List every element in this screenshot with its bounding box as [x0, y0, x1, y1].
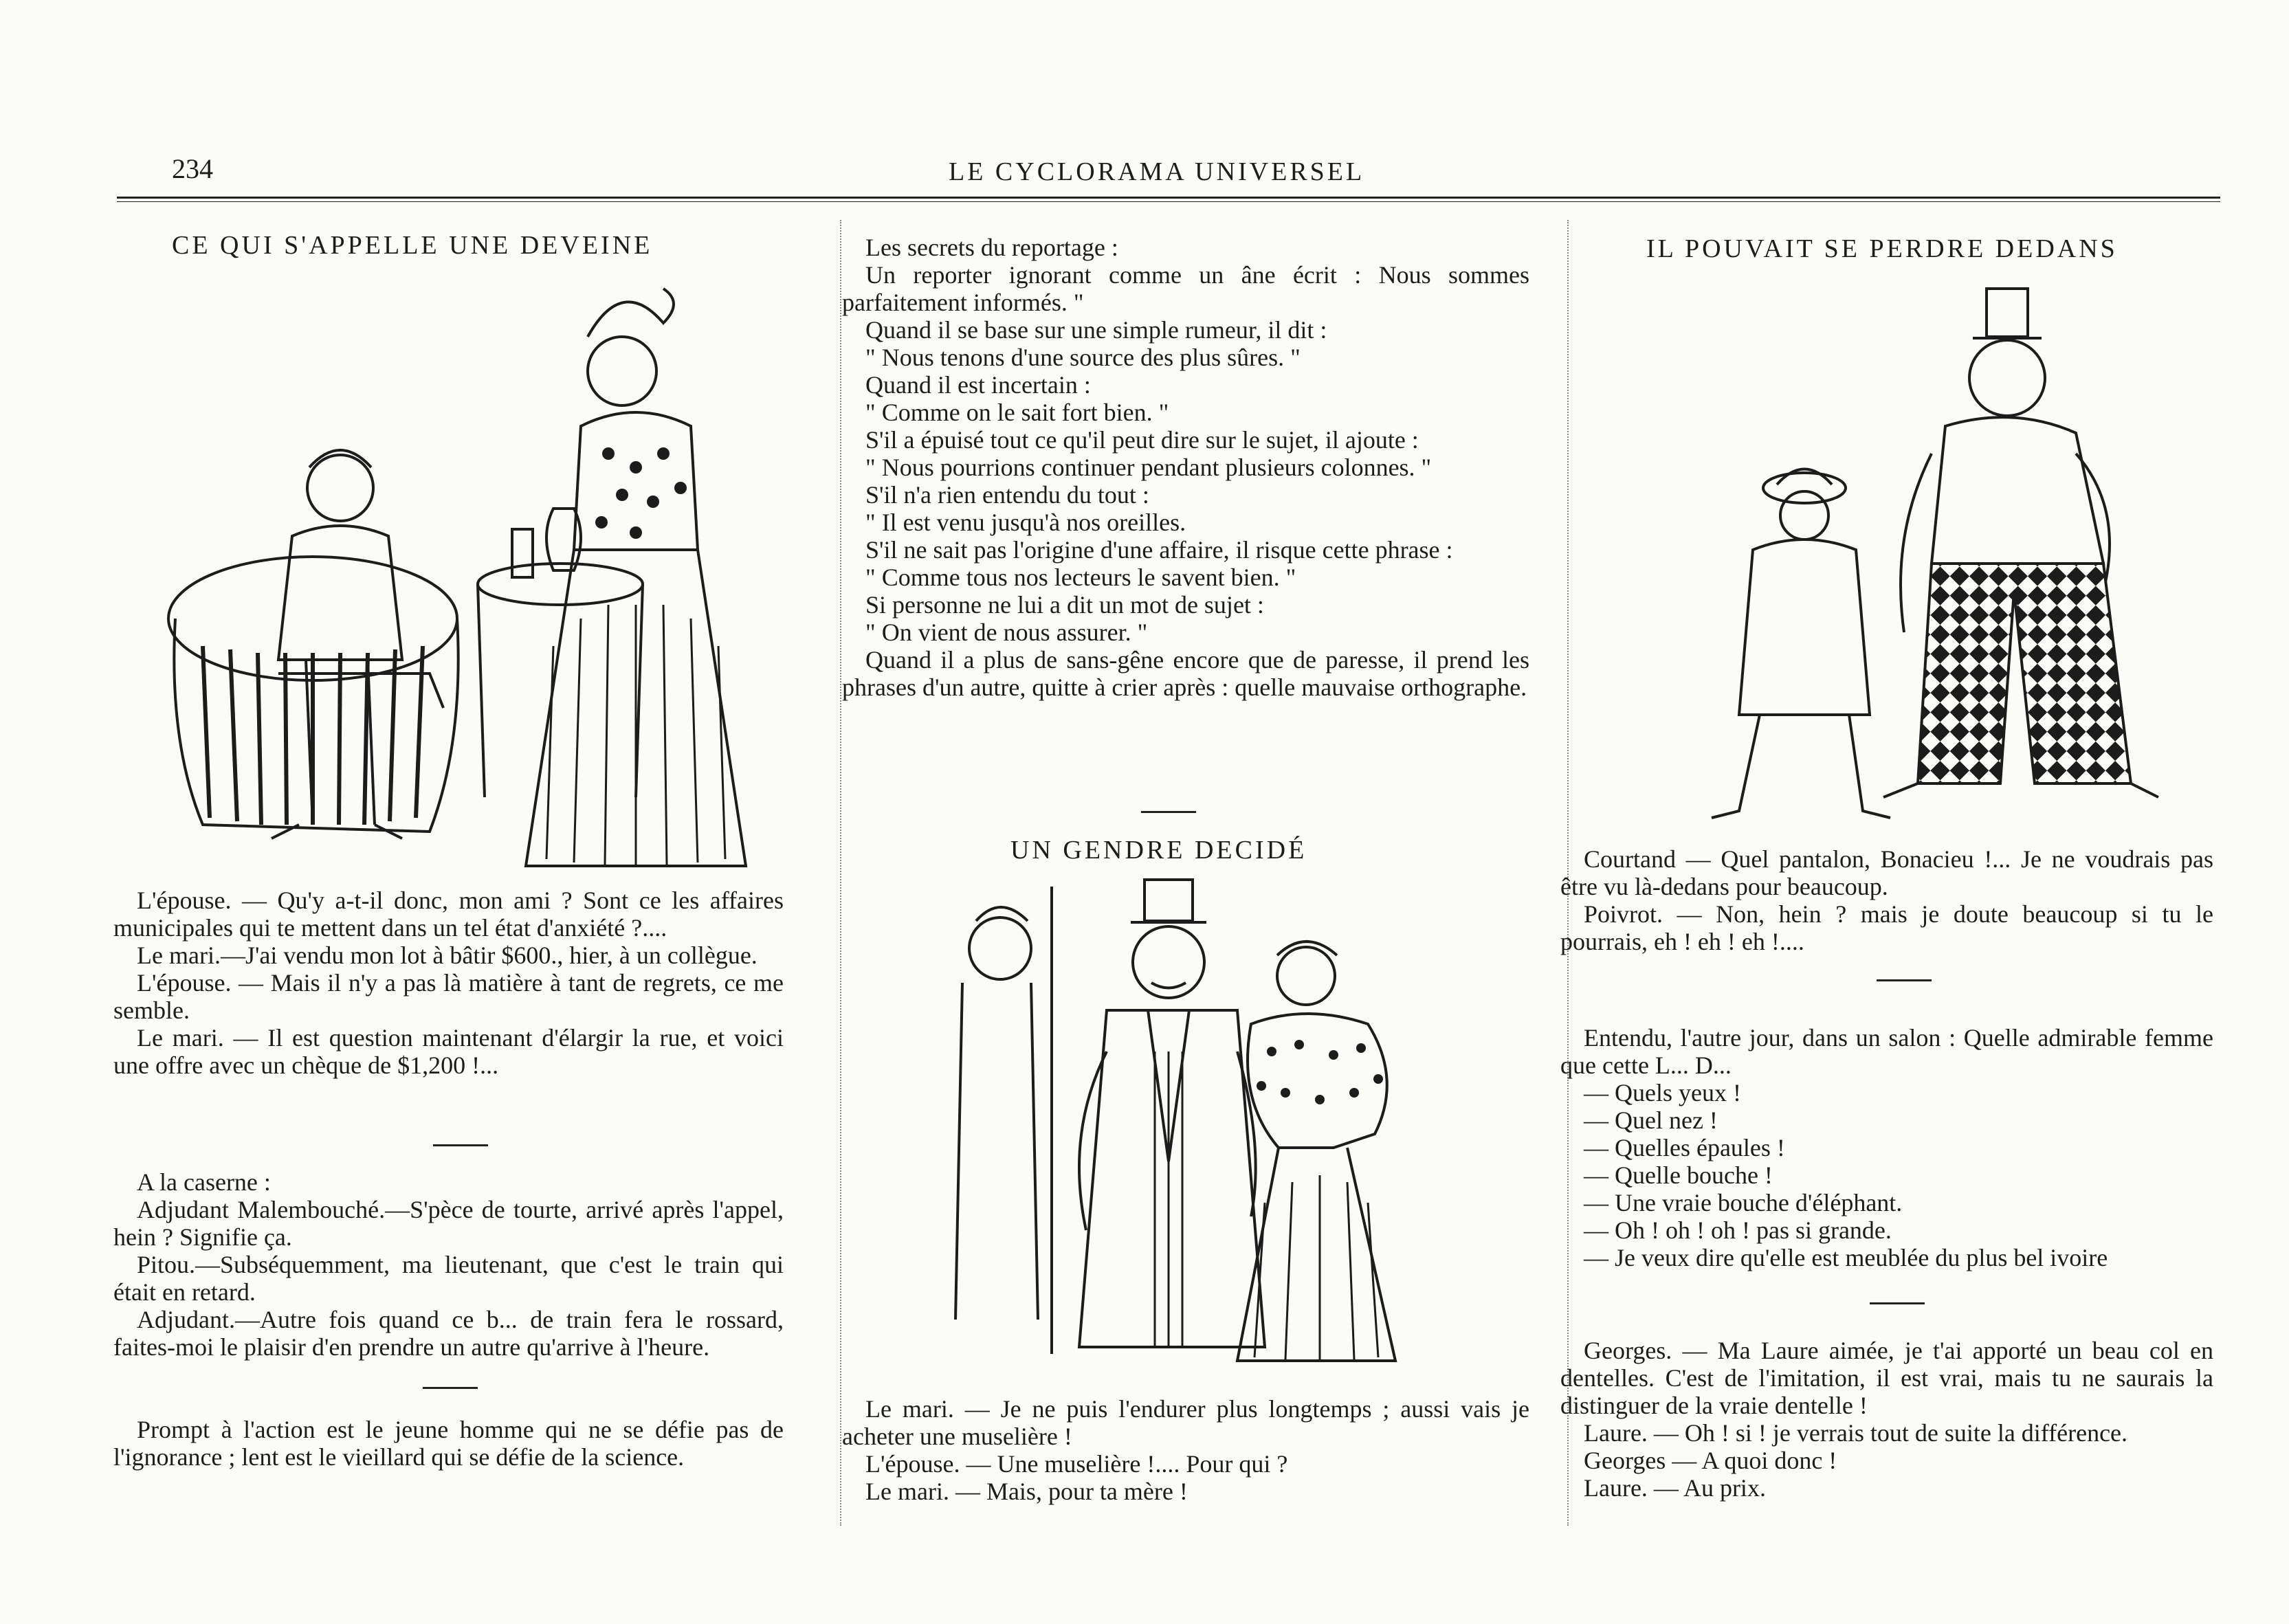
caserne-block	[113, 1168, 784, 1361]
right-section-title: IL POUVAIT SE PERDRE DEDANS	[1646, 234, 2118, 263]
middle-section-title: UN GENDRE DECIDÉ	[1010, 836, 1307, 865]
reportage-line: S'il ne sait pas l'origine d'une affaire, il risque cette phrase :	[865, 536, 1453, 564]
dialogue-line: Le mari. — Je ne puis l'endurer plus longtemps ; aussi vais je acheter une muselière !	[842, 1395, 1529, 1450]
dialogue-line: Courtand — Quel pantalon, Bonacieu !... Je ne voudrais pas être vu là-dedans pour beaucoup.	[1560, 845, 2213, 900]
reportage-line: " On vient de nous assurer. "	[865, 619, 1148, 646]
dentelles-line: Laure. — Au prix.	[1584, 1474, 1766, 1502]
header-rule	[117, 197, 2220, 202]
dialogue-line: L'épouse. — Une muselière !.... Pour qui ?	[865, 1450, 1288, 1478]
dentelles-block	[1560, 1337, 2213, 1502]
page-number: 234	[172, 153, 213, 184]
dentelles-line: Georges. — Ma Laure aimée, je t'ai apporté un beau col en dentelles. C'est de l'imitation, il est vrai, mais tu ne saurais la distinguer de la vraie dentelle !	[1560, 1337, 2213, 1419]
caserne-line: Adjudant Malembouché.—S'pèce de tourte, arrivé après l'appel, hein ? Signifie ça.	[113, 1196, 784, 1251]
caserne-line: A la caserne :	[137, 1168, 271, 1196]
section-rule	[1870, 1302, 1925, 1304]
dialogue-line: Le mari. — Il est question maintenant d'élargir la rue, et voici une offre avec un chèque de $1,200 !...	[113, 1024, 784, 1079]
section-rule	[433, 1144, 488, 1146]
reportage-line: " Nous tenons d'une source des plus sûres. "	[865, 344, 1301, 371]
reportage-line: " Comme tous nos lecteurs le savent bien. "	[865, 564, 1296, 591]
dentelles-line: Laure. — Oh ! si ! je verrais tout de suite la différence.	[1584, 1419, 2128, 1447]
caserne-line: Pitou.—Subséquemment, ma lieutenant, que c'est le train qui était en retard.	[113, 1251, 784, 1306]
dialogue-line: Poivrot. — Non, hein ? mais je doute beaucoup si tu le pourrais, eh ! eh ! eh !....	[1560, 900, 2213, 955]
maxim-text: Prompt à l'action est le jeune homme qui ne se défie pas de l'ignorance ; lent est le vieillard qui se défie de la science.	[113, 1416, 784, 1471]
column-divider	[840, 220, 841, 1526]
pantalon-dialogue	[1560, 845, 2213, 955]
reportage-line: Quand il est incertain :	[865, 371, 1091, 399]
dialogue-line: L'épouse. — Qu'y a-t-il donc, mon ami ? Sont ce les affaires municipales qui te mettent dans un tel état d'anxiété ?....	[113, 887, 784, 942]
reportage-line: S'il n'a rien entendu du tout :	[865, 481, 1149, 509]
salon-line: — Quel nez !	[1584, 1106, 1718, 1134]
salon-block	[1560, 1024, 2213, 1271]
dialogue-line: Le mari.—J'ai vendu mon lot à bâtir $600., hier, à un collègue.	[137, 942, 758, 969]
journal-title: LE CYCLORAMA UNIVERSEL	[949, 157, 1365, 186]
reportage-line: " Nous pourrions continuer pendant plusieurs colonnes. "	[865, 454, 1432, 481]
left-dialogue	[113, 887, 784, 1079]
illustration-checkered-trousers	[1629, 275, 2179, 838]
reportage-line: " Il est venu jusqu'à nos oreilles.	[865, 509, 1186, 536]
salon-line: — Quels yeux !	[1584, 1079, 1741, 1106]
salon-line: — Une vraie bouche d'éléphant.	[1584, 1189, 1903, 1216]
caserne-line: Adjudant.—Autre fois quand ce b... de train fera le rossard, faites-moi le plaisir d'en prendre un autre qu'arrive à l'heure.	[113, 1306, 784, 1361]
illustration-couple-armchair	[141, 261, 787, 880]
reportage-block	[842, 234, 1529, 701]
dentelles-line: Georges — A quoi donc !	[1584, 1447, 1837, 1474]
section-rule	[1141, 811, 1196, 813]
reportage-line: " Comme on le sait fort bien. "	[865, 399, 1169, 426]
salon-line: — Quelle bouche !	[1584, 1161, 1773, 1189]
reportage-line: Si personne ne lui a dit un mot de sujet :	[865, 591, 1264, 619]
reportage-line: Un reporter ignorant comme un âne écrit : Nous sommes parfaitement informés. "	[842, 261, 1529, 316]
illustration-son-in-law	[949, 873, 1430, 1375]
salon-line: — Je veux dire qu'elle est meublée du plus bel ivoire	[1584, 1244, 2108, 1271]
salon-line: — Quelles épaules !	[1584, 1134, 1785, 1161]
salon-line: — Oh ! oh ! oh ! pas si grande.	[1584, 1216, 1892, 1244]
middle-dialogue	[842, 1395, 1529, 1505]
reportage-line: S'il a épuisé tout ce qu'il peut dire sur le sujet, il ajoute :	[865, 426, 1419, 454]
section-rule	[423, 1387, 478, 1389]
maxim-block	[113, 1416, 784, 1471]
dialogue-line: Le mari. — Mais, pour ta mère !	[865, 1478, 1188, 1505]
salon-line: Entendu, l'autre jour, dans un salon : Quelle admirable femme que cette L... D...	[1560, 1024, 2213, 1079]
dialogue-line: L'épouse. — Mais il n'y a pas là matière à tant de regrets, ce me semble.	[113, 969, 784, 1024]
reportage-line: Quand il a plus de sans-gêne encore que de paresse, il prend les phrases d'un autre, quitte à crier après : quelle mauvaise orthographe.	[842, 646, 1529, 701]
reportage-line: Les secrets du reportage :	[865, 234, 1118, 261]
section-rule	[1877, 979, 1932, 981]
reportage-line: Quand il se base sur une simple rumeur, il dit :	[865, 316, 1327, 344]
left-section-title: CE QUI S'APPELLE UNE DEVEINE	[172, 231, 653, 260]
